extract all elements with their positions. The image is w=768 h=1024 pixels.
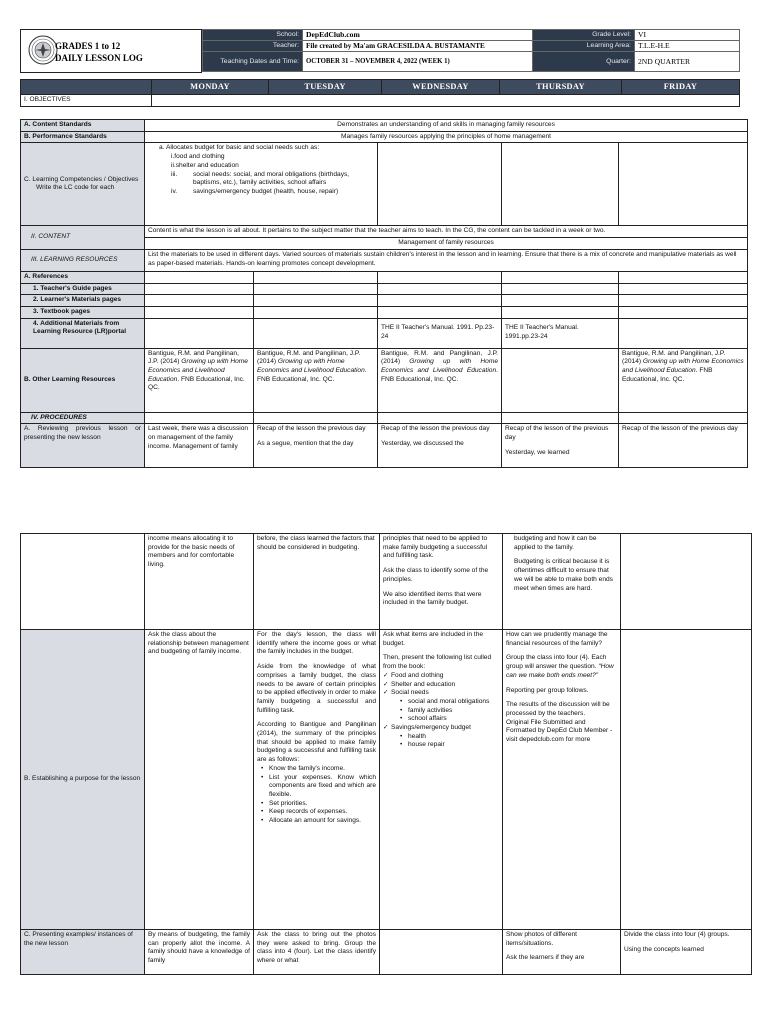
reviewing-thursday: Recap of the lesson of the previous day Yesterday, we learned <box>502 424 619 468</box>
procedures-heading: IV. PROCEDURES <box>21 412 145 424</box>
dates-value: OCTOBER 31 – NOVEMBER 4, 2022 (WEEK 1) <box>303 52 533 72</box>
learning-competencies-thursday <box>502 143 619 226</box>
establishing-thursday: How can we prudently manage the financial resources of the family? Group the class into four (4). Each group will answer the question. “How can we make both ends meet?” Reporting per group follows. The results of the discussion will be processed by the teachers. Original File Submitted and Formatted by DepEd Club Member - visit depedclub.com for more <box>503 630 621 930</box>
credit-note: Original File Submitted and Formatted by DepEd Club Member - visit depedclub.com for more <box>506 718 613 744</box>
quarter-value: 2ND QUARTER <box>635 52 740 72</box>
performance-standards-text: Manages family resources applying the principles of home management <box>145 131 748 143</box>
learning-competencies-label: C. Learning Competencies / Objectives Write the LC code for each <box>21 143 145 226</box>
presenting-monday: By means of budgeting, the family can properly allot the income. A family should have a knowledge of family <box>145 930 254 975</box>
day-wednesday: WEDNESDAY <box>382 80 500 95</box>
deped-seal-icon <box>28 35 58 65</box>
performance-standards-label: B. Performance Standards <box>21 131 145 143</box>
other-resources-thursday <box>502 348 619 412</box>
reviewing-wednesday: Recap of the lesson the previous day Yesterday, we discussed the <box>378 424 502 468</box>
grade-label: Grade Level: <box>533 30 635 41</box>
presenting-tuesday: Ask the class to bring out the photos they were asked to bring. Group the class into 4 (four). Let the class identify where or what <box>254 930 380 975</box>
establishing-wednesday: Ask what items are included in the budget. Then, present the following list culled from the book: ✓ Food and clothing ✓ Shelter and education ✓ Social needs • social and moral obligations • family activities • school affairs ✓ Savings/emergency budget • health • house repair <box>380 630 503 930</box>
content-standards-text: Demonstrates an understanding of and skills in managing family resources <box>145 120 748 132</box>
school-label: School: <box>203 30 303 41</box>
header-table <box>202 29 740 72</box>
reviewing-monday: Last week, there was a discussion on management of the family income. Management of family <box>145 424 254 468</box>
area-value: T.L.E-H.E <box>635 41 740 52</box>
presenting-friday: Divide the class into four (4) groups. Using the concepts learned <box>621 930 752 975</box>
area-label: Learning Area: <box>533 41 635 52</box>
dates-label: Teaching Dates and Time: <box>203 52 303 72</box>
learning-competencies-monday: a. Allocates budget for basic and social needs such as: i.food and clothing ii.shelter and education iii. social needs: social, and moral obligations (birthdays, baptisms, etc.), family activities, school affairs iv. savings/emergency budget (health, house, repair) <box>145 143 378 226</box>
teacher-label: Teacher: <box>203 41 303 52</box>
objectives-blank <box>152 95 740 107</box>
establishing-friday <box>621 630 752 930</box>
additional-materials-thursday: THE II Teacher's Manual. 1991.pp.23-24 <box>502 318 619 348</box>
establishing-tuesday: For the day's lesson, the class will identify where the income goes or what the family includes in the budget. Aside from the knowledge of what comprises a family budget, the class needs to be aware of certain principles to be applied effectively in order to make family budgeting a successful and fulfilling task. According to Bantigue and Pangilinan (2014), the summary of the principles that should be applied to make family budgeting a successful and fulfilling task are as follows: • Know the family's income. • List your expenses. Know which components are fixed and which are flexible. • Set priorities. • Keep records of expenses. • Allocate an amount for savings. <box>254 630 380 930</box>
continued-friday <box>621 534 752 630</box>
content-standards-label: A. Content Standards <box>21 120 145 132</box>
presenting-examples-label: C. Presenting examples/ instances of the new lesson <box>21 930 145 975</box>
quarter-label: Quarter: <box>533 52 635 72</box>
other-resources-wednesday: Bantigue, R.M. and Pangilinan, J.P. (2014) Growing up with Home Economics and Livelihood Education. FNB Educational, Inc. QC. <box>378 348 502 412</box>
learning-competencies-friday <box>619 143 748 226</box>
day-monday: MONDAY <box>152 80 269 95</box>
presenting-wednesday <box>380 930 503 975</box>
references-label: A. References <box>21 271 145 283</box>
continued-thursday: budgeting and how it can be applied to the family. Budgeting is critical because it is oftentimes difficult to ensure that we will be able to make both ends meet when times are hard. <box>503 534 621 630</box>
grade-value: VI <box>635 30 740 41</box>
reviewing-tuesday: Recap of the lesson the previous day As a segue, mention that the day <box>254 424 378 468</box>
objectives-heading: I. OBJECTIVES <box>21 95 152 107</box>
additional-materials-label: 4. Additional Materials from Learning Resource (LR)portal <box>21 318 145 348</box>
continued-monday: income means allocating it to provide for the basic needs of members and for comfortable living. <box>145 534 254 630</box>
continued-tuesday: before, the class learned the factors that should be considered in budgeting. <box>254 534 380 630</box>
learning-competencies-wednesday <box>378 143 502 226</box>
establishing-monday: Ask the class about the relationship between management and budgeting of family income. <box>145 630 254 930</box>
day-header-blank <box>21 80 152 95</box>
logo-title: GRADES 1 to 12 DAILY LESSON LOG <box>55 41 143 63</box>
content-heading: II. CONTENT <box>21 226 145 249</box>
reviewing-label: A. Reviewing previous lesson or presenting the new lesson <box>21 424 145 468</box>
other-resources-friday: Bantigue, R.M. and Pangilinan, J.P. (2014) Growing up with Home Economics and Livelihood Education. FNB Educational, Inc. QC. <box>619 348 748 412</box>
reviewing-friday: Recap of the lesson of the previous day <box>619 424 748 468</box>
header <box>20 29 739 73</box>
presenting-thursday: Show photos of different items/situations. Ask the learners if they are <box>503 930 621 975</box>
budget-items-list: ✓ Food and clothing ✓ Shelter and education ✓ Social needs <box>383 672 499 698</box>
teachers-guide-label: 1. Teacher's Guide pages <box>21 283 145 295</box>
other-resources-monday: Bantigue, R.M. and Pangilinan, J.P. (2014) Growing up with Home Economics and Livelihood Education. FNB Educational, Inc. QC. <box>145 348 254 412</box>
day-tuesday: TUESDAY <box>269 80 382 95</box>
learners-materials-label: 2. Learner's Materials pages <box>21 295 145 307</box>
other-resources-tuesday: Bantigue, R.M. and Pangilinan, J.P. (2014) Growing up with Home Economics and Livelihood Education. FNB Educational, Inc. QC. <box>254 348 378 412</box>
day-header-table <box>20 79 740 107</box>
lesson-table-page2 <box>20 533 752 975</box>
day-thursday: THURSDAY <box>500 80 622 95</box>
day-friday: FRIDAY <box>622 80 740 95</box>
learning-resources-heading: III. LEARNING RESOURCES <box>21 249 145 271</box>
content-cell: Content is what the lesson is all about. It pertains to the subject matter that the teacher aims to teach. In the CG, the content can be tackled in a week or two. Management of family resources <box>145 226 748 249</box>
other-resources-label: B. Other Learning Resources <box>21 348 145 412</box>
continued-label <box>21 534 145 630</box>
additional-materials-wednesday: THE II Teacher's Manual. 1991. Pp.23-24 <box>378 318 502 348</box>
school-value: DepEdClub.com <box>303 30 533 41</box>
lesson-table-page1 <box>20 119 748 468</box>
establishing-purpose-label: B. Establishing a purpose for the lesson <box>21 630 145 930</box>
teacher-value: File created by Ma'am GRACESILDA A. BUSTAMANTE <box>303 41 533 52</box>
learning-resources-text: List the materials to be used in different days. Varied sources of materials sustain children's interest in the lesson and in learning. Ensure that there is a mix of concrete and manipulative materials as well as paper-based materials. Hands-on learning promotes concept development. <box>145 249 748 271</box>
principles-list: • Know the family's income. • List your expenses. Know which components are fixed and which are flexible. • Set priorities. • Keep records of expenses. • Allocate an amount for savings. <box>257 765 376 826</box>
continued-wednesday: principles that need to be applied to make family budgeting a successful and fulfilling task. Ask the class to identify some of the principles. We also identified items that were included in the family budget. <box>380 534 503 630</box>
textbook-label: 3. Textbook pages <box>21 306 145 318</box>
logo-box <box>20 29 202 73</box>
